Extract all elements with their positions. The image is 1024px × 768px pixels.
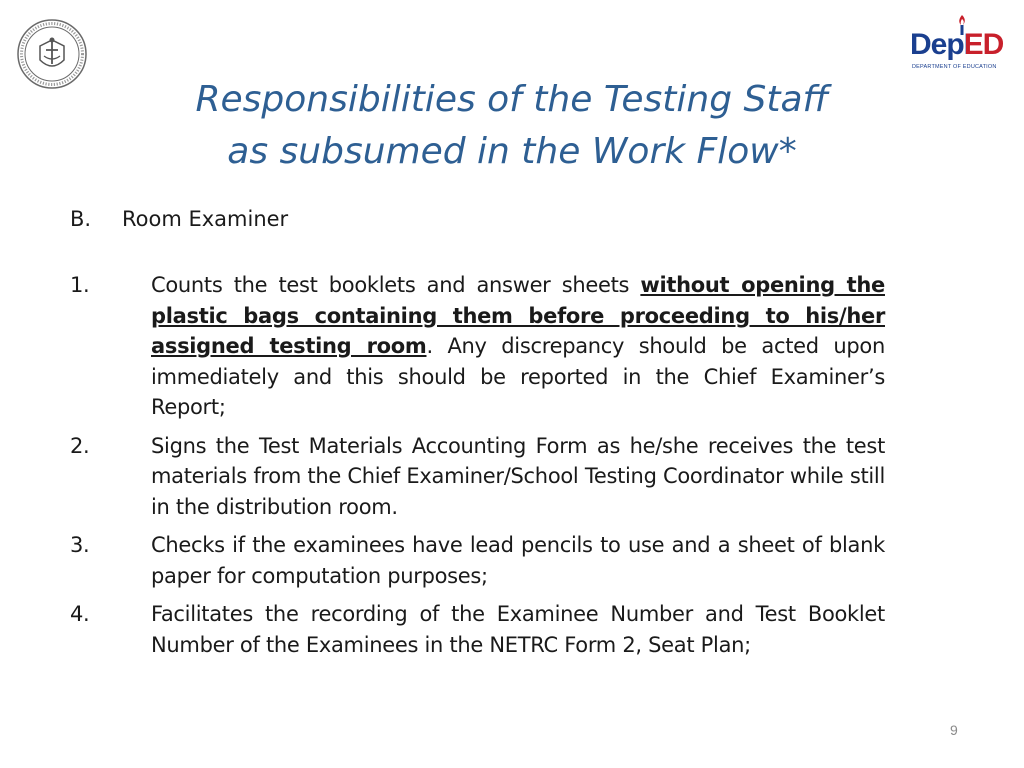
page-number: 9: [950, 722, 958, 738]
section-title: Room Examiner: [122, 207, 289, 231]
item-emphasis: without opening the plastic bags containing them before proceeding to his/her assigned testing room: [151, 273, 885, 358]
item-number: 1.: [70, 273, 90, 297]
deped-wordmark-text: DepED: [910, 28, 1004, 61]
list-item: [70, 599, 885, 660]
deped-logo: [910, 14, 1014, 76]
item-text: Signs the Test Materials Accounting Form as he/she receives the test materials from the Chief Examiner/School Testing Coordinator while still in the distribution room.: [151, 433, 885, 519]
item-text: Checks if the examinees have lead pencils to use and a sheet of blank paper for computation purposes;: [151, 533, 885, 588]
section-letter: B.: [70, 207, 92, 231]
list-item: [70, 431, 885, 523]
item-text: Facilitates the recording of the Examinee Number and Test Booklet Number of the Examinees in the NETRC Form 2, Seat Plan;: [151, 602, 885, 657]
item-text: Counts the test booklets and answer sheets: [151, 273, 641, 297]
list-item: [70, 530, 885, 591]
title-line-1: Responsibilities of the Testing Staff: [195, 79, 829, 120]
item-number: 3.: [70, 533, 90, 557]
list-item: [70, 270, 885, 423]
title-line-2: as subsumed in the Work Flow*: [227, 131, 797, 172]
item-text-tail: . Any discrepancy should be acted upon immediately and this should be reported in the Chief Examiner’s Report;: [151, 334, 885, 419]
section-heading: [70, 204, 288, 234]
responsibilities-list: [70, 270, 885, 668]
deped-wordmark: [910, 28, 1003, 62]
item-number: 2.: [70, 433, 90, 458]
slide-title: [0, 74, 1024, 178]
deped-subtitle: DEPARTMENT OF EDUCATION: [912, 64, 997, 70]
item-number: 4.: [70, 602, 90, 626]
